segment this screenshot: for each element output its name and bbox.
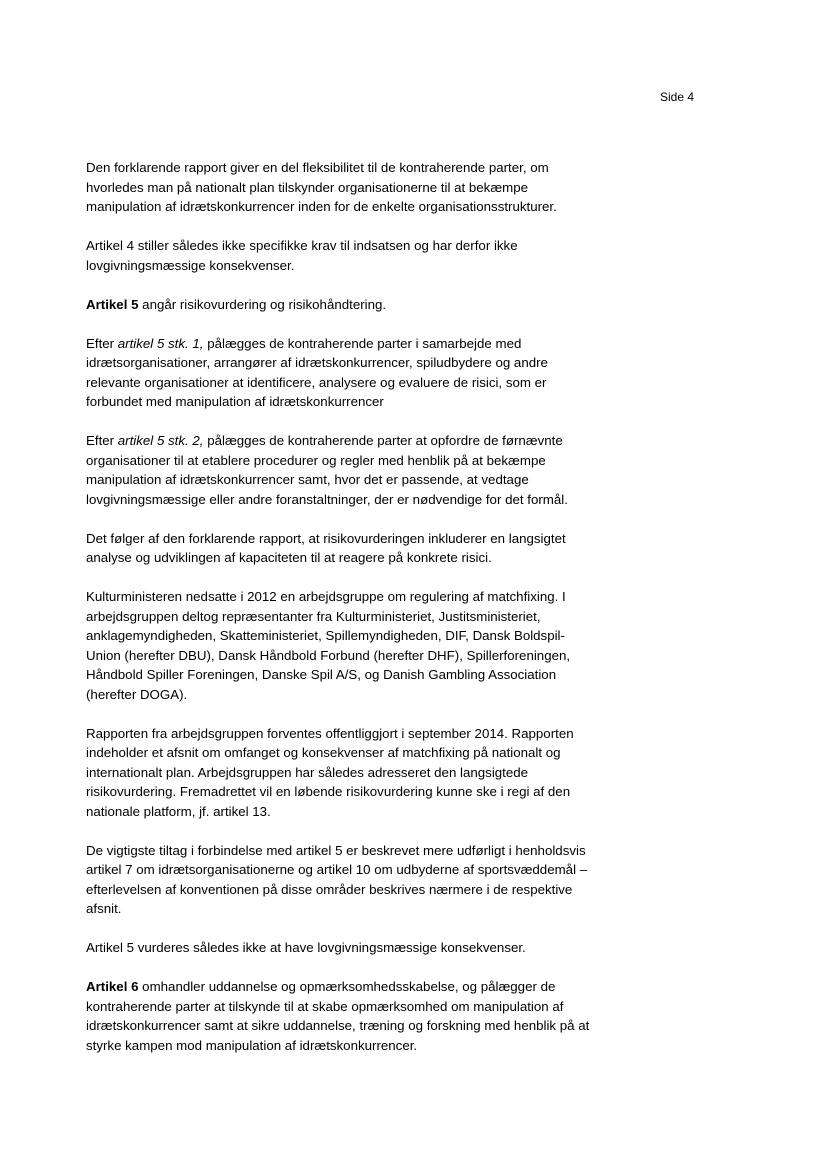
paragraph-key-measures: De vigtigste tiltag i forbindelse med artikel 5 er beskrevet mere udførligt i henholdsvis artikel 7 om idrætsorganisationerne og artikel 10 om udbyderne af sportsvæddemål – efterlevelsen af konventionen på disse områder beskrives nærmere i de respektive afsnit. [86, 842, 588, 916]
page-number: Side 4 [660, 90, 695, 104]
article-5-heading: Artikel 5 [86, 296, 139, 312]
article-6-text: omhandler uddannelse og opmærksomhedsskabelse, og pålægger de kontraherende parter at tilskynde til at skabe opmærksomhed om manipulation af idrætskonkurrencer samt at sikre uddannelse, træning og forskning med henblik på at styrke kampen mod manipulation af idrætskonkurrencer. [86, 979, 590, 1053]
article-5-stk-1-prefix: Efter [86, 335, 118, 351]
article-5-stk-1-text: pålægges de kontraherende parter i samarbejde med idrætsorganisationer, arrangører af idrætskonkurrencer, spiludbydere og andre relevante organisationer at identificere, analysere og evaluere de risici, som er forbundet med manipulation af idrætskonkurrencer [86, 335, 548, 409]
paragraph-article-4-conclusion: Artikel 4 stiller således ikke specifikke krav til indsatsen og har derfor ikke lovgivningsmæssige konsekvenser. [86, 238, 518, 273]
paragraph-article-5-intro [86, 295, 626, 315]
article-5-intro-text: angår risikovurdering og risikohåndtering. [138, 296, 387, 312]
paragraph-flexibility: Den forklarende rapport giver en del fleksibilitet til de kontraherende parter, om hvorledes man på nationalt plan tilskynder organisationerne til at bekæmpe manipulation af idrætskonkurrencer inden for de enkelte organisationsstrukturer. [86, 160, 557, 214]
article-5-stk-2-prefix: Efter [86, 433, 118, 448]
article-5-stk-1-reference: artikel 5 stk. 1, [117, 335, 204, 351]
paragraph-working-group: Kulturministeren nedsatte i 2012 en arbejdsgruppe om regulering af matchfixing. I arbejdsgruppen deltog repræsentanter fra Kulturministeriet, Justitsministeriet, anklagemyndigheden, Skatteministeriet, Spillemyndigheden, DIF, Dansk Boldspil- Union (herefter DBU), Dansk Håndbold Forbund (herefter DHF), Spillerforeningen, Håndbold Spiller Foreningen, Danske Spil A/S, og Danish Gambling Association (herefter DOGA). [86, 589, 571, 702]
document-body [86, 158, 626, 1075]
article-5-stk-2-reference: artikel 5 stk. 2, [117, 433, 204, 448]
paragraph-article-5-stk-2 [86, 431, 626, 509]
paragraph-article-5-stk-1 [86, 334, 626, 412]
article-6-heading: Artikel 6 [86, 979, 139, 994]
paragraph-article-5-conclusion: Artikel 5 vurderes således ikke at have lovgivningsmæssige konsekvenser. [86, 940, 526, 955]
paragraph-article-6 [86, 977, 626, 1055]
article-5-stk-2-text: pålægges de kontraherende parter at opfordre de førnævnte organisationer til at etablere procedurer og regler med henblik på at bekæmpe manipulation af idrætskonkurrencer samt, hvor det er passende, at vedtage lovgivningsmæssige eller andre foranstaltninger, der er nødvendige for det formål. [86, 433, 568, 507]
paragraph-report: Rapporten fra arbejdsgruppen forventes offentliggjort i september 2014. Rapporten indeholder et afsnit om omfanget og konsekvenser af matchfixing på nationalt og internationalt plan. Arbejdsgruppen har således adresseret den langsigtede risikovurdering. Fremadrettet vil en løbende risikovurdering kunne ske i regi af den nationale platform, jf. artikel 13. [86, 725, 574, 819]
paragraph-risk-assessment: Det følger af den forklarende rapport, at risikovurderingen inkluderer en langsigtet analyse og udviklingen af kapaciteten til at reagere på konkrete risici. [86, 530, 566, 565]
